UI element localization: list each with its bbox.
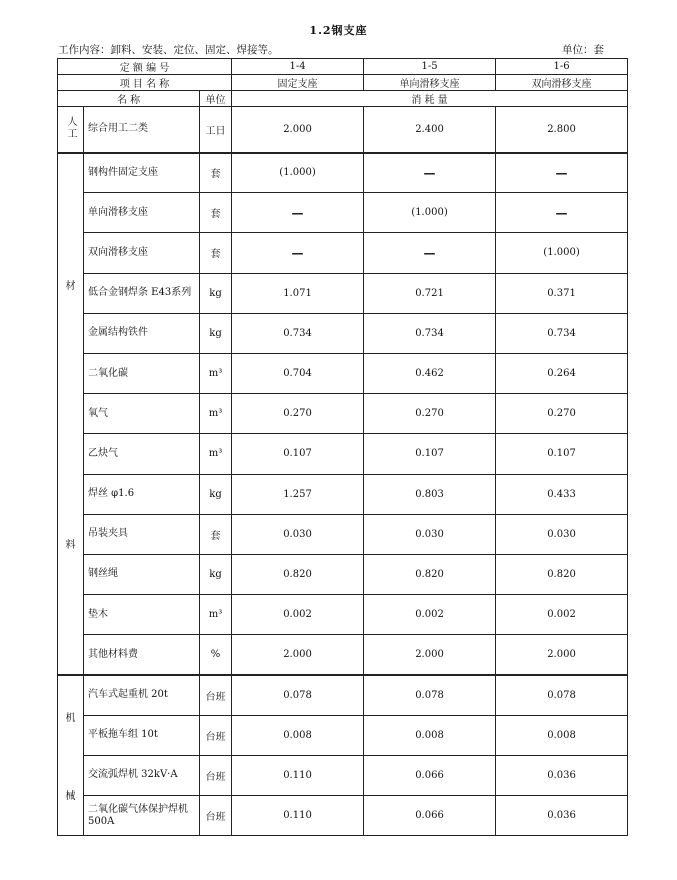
code-3: 1-6: [496, 59, 628, 75]
resource-unit: 套: [200, 193, 232, 233]
consumption-value: —: [364, 153, 496, 193]
category-cell: [58, 153, 84, 675]
resource-name: 垫木: [84, 595, 200, 635]
resource-unit: 套: [200, 514, 232, 554]
category-label: 材: [65, 280, 76, 292]
category-cell: [58, 107, 84, 153]
consumption-value: 0.066: [364, 796, 496, 836]
consumption-value: 0.030: [364, 514, 496, 554]
consumption-value: 0.721: [364, 273, 496, 313]
consumption-value: (1.000): [232, 153, 364, 193]
consumption-value: 0.008: [496, 715, 628, 755]
quota-table: [57, 58, 628, 836]
consumption-value: 0.107: [364, 434, 496, 474]
consumption-value: —: [364, 233, 496, 273]
consumption-value: 0.270: [232, 394, 364, 434]
table-row: [58, 107, 628, 153]
consumption-value: 0.036: [496, 755, 628, 795]
category-label: 料: [65, 539, 76, 551]
consumption-value: 0.820: [232, 554, 364, 594]
name-label: 名 称: [58, 91, 200, 107]
consumption-value: 0.078: [496, 675, 628, 715]
resource-unit: %: [200, 635, 232, 675]
consumption-value: 2.000: [496, 635, 628, 675]
table-row: [58, 193, 628, 233]
resource-name: 金属结构铁件: [84, 313, 200, 353]
consumption-label: 消 耗 量: [232, 91, 628, 107]
resource-unit: 工日: [200, 107, 232, 153]
resource-unit: 台班: [200, 675, 232, 715]
consumption-value: 0.107: [496, 434, 628, 474]
resource-unit: kg: [200, 313, 232, 353]
category-label: 械: [65, 791, 76, 803]
consumption-value: 0.008: [232, 715, 364, 755]
consumption-value: 2.000: [232, 635, 364, 675]
page-title: 1.2钢支座: [309, 24, 368, 37]
table-row: [58, 153, 628, 193]
consumption-value: —: [496, 193, 628, 233]
consumption-value: 0.820: [364, 554, 496, 594]
category-label: 机: [65, 712, 76, 724]
resource-unit: 台班: [200, 755, 232, 795]
consumption-value: 0.110: [232, 796, 364, 836]
consumption-value: (1.000): [364, 193, 496, 233]
consumption-value: —: [232, 233, 364, 273]
resource-unit: m³: [200, 394, 232, 434]
resource-unit: m³: [200, 595, 232, 635]
item-3: 双向滑移支座: [496, 75, 628, 91]
consumption-value: 0.820: [496, 554, 628, 594]
resource-name: 二氧化碳气体保护焊机 500A: [84, 796, 200, 836]
resource-name: 双向滑移支座: [84, 233, 200, 273]
consumption-value: 0.078: [364, 675, 496, 715]
resource-name: 钢构件固定支座: [84, 153, 200, 193]
code-2: 1-5: [364, 59, 496, 75]
consumption-value: 0.734: [232, 313, 364, 353]
header-row-codes: [58, 59, 628, 75]
consumption-value: 0.734: [496, 313, 628, 353]
table-row: [58, 273, 628, 313]
item-2: 单向滑移支座: [364, 75, 496, 91]
resource-name: 交流弧焊机 32kV·A: [84, 755, 200, 795]
consumption-value: 0.002: [232, 595, 364, 635]
consumption-value: 0.008: [364, 715, 496, 755]
code-1: 1-4: [232, 59, 364, 75]
consumption-value: —: [232, 193, 364, 233]
consumption-value: 0.433: [496, 474, 628, 514]
table-row: [58, 514, 628, 554]
consumption-value: 0.371: [496, 273, 628, 313]
consumption-value: 0.803: [364, 474, 496, 514]
resource-unit: 台班: [200, 796, 232, 836]
consumption-value: —: [496, 153, 628, 193]
resource-unit: m³: [200, 434, 232, 474]
unit-col-label: 单位: [200, 91, 232, 107]
table-row: [58, 675, 628, 715]
consumption-value: 0.734: [364, 313, 496, 353]
resource-name: 低合金钢焊条 E43系列: [84, 273, 200, 313]
table-row: [58, 595, 628, 635]
consumption-value: 1.071: [232, 273, 364, 313]
work-content: 工作内容：卸料、安装、定位、固定、焊接等。: [58, 44, 279, 56]
consumption-value: 0.036: [496, 796, 628, 836]
resource-name: 二氧化碳: [84, 353, 200, 393]
table-row: [58, 474, 628, 514]
table-row: [58, 755, 628, 795]
resource-name: 吊装夹具: [84, 514, 200, 554]
resource-unit: kg: [200, 554, 232, 594]
consumption-value: 0.704: [232, 353, 364, 393]
consumption-value: 0.002: [364, 595, 496, 635]
table-row: [58, 353, 628, 393]
consumption-value: 2.800: [496, 107, 628, 153]
resource-name: 其他材料费: [84, 635, 200, 675]
quota-no-label: 定 额 编 号: [58, 59, 232, 75]
table-row: [58, 554, 628, 594]
resource-unit: 台班: [200, 715, 232, 755]
resource-name: 汽车式起重机 20t: [84, 675, 200, 715]
consumption-value: 0.002: [496, 595, 628, 635]
item-1: 固定支座: [232, 75, 364, 91]
consumption-value: 0.270: [364, 394, 496, 434]
resource-name: 氧气: [84, 394, 200, 434]
table-row: [58, 394, 628, 434]
header-row-items: [58, 75, 628, 91]
consumption-value: 2.000: [232, 107, 364, 153]
consumption-value: 0.066: [364, 755, 496, 795]
resource-name: 乙炔气: [84, 434, 200, 474]
unit-label: 单位：套: [562, 44, 604, 56]
resource-name: 综合用工二类: [84, 107, 200, 153]
table-row: [58, 434, 628, 474]
consumption-value: 0.110: [232, 755, 364, 795]
resource-unit: kg: [200, 474, 232, 514]
consumption-value: 0.270: [496, 394, 628, 434]
resource-name: 单向滑移支座: [84, 193, 200, 233]
table-row: [58, 233, 628, 273]
resource-name: 平板拖车组 10t: [84, 715, 200, 755]
consumption-value: 0.078: [232, 675, 364, 715]
header-row-names: [58, 91, 628, 107]
resource-name: 钢丝绳: [84, 554, 200, 594]
consumption-value: 0.264: [496, 353, 628, 393]
resource-unit: 套: [200, 233, 232, 273]
consumption-value: 1.257: [232, 474, 364, 514]
consumption-value: 2.000: [364, 635, 496, 675]
table-row: [58, 796, 628, 836]
category-label: 人工: [65, 115, 76, 140]
table-row: [58, 635, 628, 675]
item-label: 项 目 名 称: [58, 75, 232, 91]
resource-name: 焊丝 φ1.6: [84, 474, 200, 514]
consumption-value: 0.107: [232, 434, 364, 474]
resource-unit: 套: [200, 153, 232, 193]
consumption-value: 0.462: [364, 353, 496, 393]
consumption-value: 0.030: [496, 514, 628, 554]
consumption-value: 0.030: [232, 514, 364, 554]
resource-unit: kg: [200, 273, 232, 313]
category-cell: [58, 675, 84, 836]
consumption-value: (1.000): [496, 233, 628, 273]
table-row: [58, 313, 628, 353]
resource-unit: m³: [200, 353, 232, 393]
table-row: [58, 715, 628, 755]
consumption-value: 2.400: [364, 107, 496, 153]
